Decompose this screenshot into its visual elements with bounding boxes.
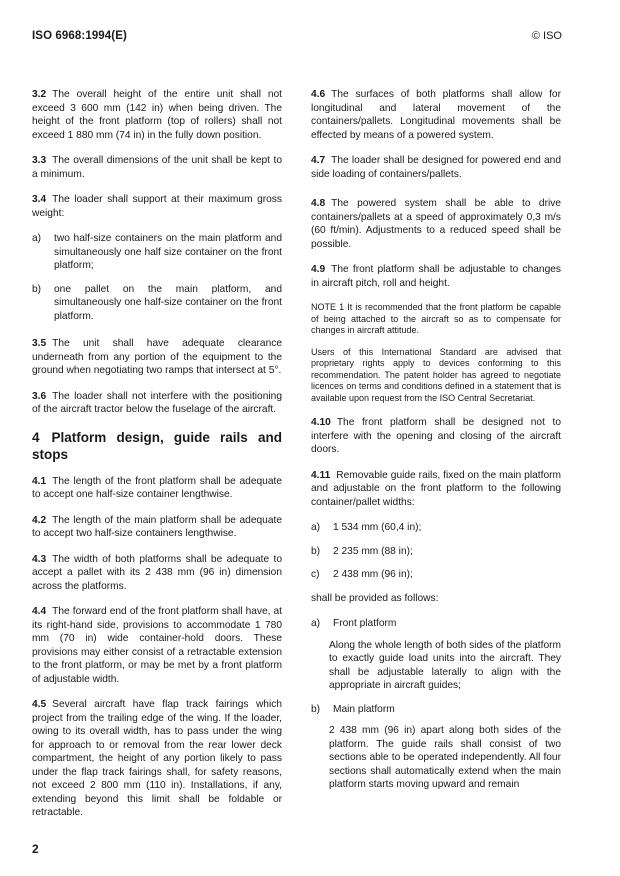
list-text: one pallet on the main platform, and simultaneously one half-size container on the front platform.: [54, 283, 282, 322]
clause-number: 4.7: [311, 155, 326, 166]
width-item: [311, 568, 561, 582]
list-text: 2 438 mm (96 in);: [333, 569, 413, 580]
clause-4-8: [311, 197, 561, 251]
section-heading-4: [32, 429, 282, 463]
clause-text: The width of both platforms shall be adequate to accept a pallet with its 2 438 mm (96 in) dimension across the platforms.: [32, 553, 282, 592]
clause-4-5: [32, 698, 282, 820]
clause-text: The surfaces of both platforms shall allow for longitudinal and lateral movement of the containers/pallets. Longitudinal movements shall be effected by means of a powered system.: [311, 89, 561, 141]
clause-4-6: [311, 88, 561, 142]
standard-id: ISO 6968:1994(E): [32, 30, 127, 42]
clause-number: 4.4: [32, 606, 47, 617]
clause-number: 4.6: [311, 89, 326, 100]
clause-4-10: [311, 416, 561, 457]
list-title: Front platform: [333, 618, 397, 629]
clause-3-2: [32, 88, 282, 142]
list-label: b): [311, 545, 321, 557]
clause-text: The front platform shall be adjustable to changes in aircraft pitch, roll and height.: [311, 264, 561, 289]
clause-3-6: [32, 390, 282, 417]
clause-number: 4.8: [311, 198, 326, 209]
list-text: 1 534 mm (60,4 in);: [333, 522, 422, 533]
clause-3-4: [32, 193, 282, 220]
clause-number: 4.9: [311, 264, 326, 275]
width-item: [311, 521, 561, 535]
note-1: NOTE 1 It is recommended that the front platform be capable of being attached to the aircraft so as to compensate for changes in aircraft attitude.: [311, 302, 561, 335]
clause-number: 3.2: [32, 89, 47, 100]
list-text: 2 235 mm (88 in);: [333, 545, 413, 557]
clause-number: 4.5: [32, 699, 47, 710]
clause-number: 4.10: [311, 417, 331, 428]
clause-4-1: [32, 475, 282, 502]
main-platform-text: 2 438 mm (96 in) apart along both sides of the platform. The guide rails shall consist of two sections able to be operated independently. All four sections shall automatically extend when the main platform starts moving upward and remain: [329, 725, 561, 790]
clause-text: The unit shall have adequate clearance underneath from any portion of the equipment to the ground when negotiating two ramps that intersect at 5°.: [32, 338, 282, 376]
clause-text: The powered system shall be able to drive containers/pallets at a speed of approximately 0,3 m/s (60 ft/min). Adjustments to a reduced speed shall be possible.: [311, 198, 561, 250]
clause-number: 4.11: [311, 469, 331, 481]
clause-4-7: [311, 154, 561, 181]
clause-4-11: [311, 469, 561, 510]
provided-line: shall be provided as follows:: [311, 592, 439, 604]
section-number: 4: [32, 429, 40, 445]
clause-3-3: [32, 154, 282, 181]
clause-text: Removable guide rails, fixed on the main platform and adjustable on the front platform to the following container/pallet widths:: [311, 469, 561, 508]
clause-text: The forward end of the front platform shall have, at its right-hand side, provisions to accommodate 1 780 mm (70 in) wide container-hold doors. These provisions may either consist of a retractable extension to the front platform, or may be met by a front platform of adjustable width.: [32, 606, 282, 685]
clause-number: 3.3: [32, 155, 47, 166]
list-label: a): [311, 618, 321, 629]
list-label: a): [311, 522, 321, 533]
clause-number: 4.1: [32, 475, 47, 487]
clause-text: Several aircraft have flap track fairings which project from the trailing edge of the wing. If the loader, owing to its overall width, has to pass under the wing for approach to or removal from the rear lower deck compartment, the height of any portion likely to pass under the flap track fairings shall, for safety reasons, not exceed 2 800 mm (110 in). Installations, if any, extending beyond this limit shall be foldable or retractable.: [32, 699, 282, 818]
copyright-mark: © ISO: [531, 30, 562, 42]
list-label: b): [311, 703, 321, 715]
clause-text: The loader shall not interfere with the positioning of the aircraft tractor below the fuselage of the aircraft.: [32, 390, 282, 415]
clause-text: The overall height of the entire unit shall not exceed 3 600 mm (142 in) when being driven. The height of the front platform (top of rollers) shall not exceed 1 880 mm (74 in) in the fully down position.: [32, 89, 282, 141]
list-label: a): [32, 233, 42, 244]
list-item: [32, 232, 282, 273]
list-title: Main platform: [333, 703, 395, 715]
clause-number: 4.3: [32, 553, 47, 565]
list-item: [32, 283, 282, 324]
clause-text: The loader shall be designed for powered end and side loading of containers/pallets.: [311, 155, 561, 180]
clause-4-3: [32, 553, 282, 594]
clause-4-4: [32, 605, 282, 686]
clause-text: The front platform shall be designed not to interfere with the opening and closing of the aircraft doors.: [311, 417, 561, 455]
clause-3-5: [32, 337, 282, 378]
list-text: two half-size containers on the main platform and simultaneously one half size container on the front platform;: [54, 233, 282, 271]
clause-number: 3.6: [32, 390, 47, 402]
right-column: [311, 88, 561, 802]
clause-text: The length of the main platform shall be adequate to accept two half-size containers lengthwise.: [32, 514, 282, 539]
page-number: 2: [32, 842, 39, 856]
clause-text: The loader shall support at their maximum gross weight:: [32, 194, 282, 219]
patent-notice: Users of this International Standard are advised that proprietary rights apply to devices conforming to this recommendation. The patent holder has agreed to negotiate licences on terms and conditions defined in a statement that is available upon request from the ISO Central Secretariat.: [311, 346, 561, 403]
clause-4-9: [311, 263, 561, 290]
clause-text: The overall dimensions of the unit shall be kept to a minimum.: [32, 155, 282, 180]
clause-text: The length of the front platform shall be adequate to accept one half-size container lengthwise.: [32, 475, 282, 500]
width-item: [311, 545, 561, 559]
clause-number: 3.4: [32, 194, 47, 205]
front-platform-item: [311, 617, 561, 631]
section-title: Platform design, guide rails and stops: [32, 429, 282, 462]
list-label: c): [311, 569, 320, 580]
main-platform-item: [311, 703, 561, 717]
list-label: b): [32, 283, 42, 295]
clause-number: 4.2: [32, 514, 47, 526]
clause-number: 3.5: [32, 338, 47, 349]
left-column: [32, 88, 282, 832]
front-platform-text: Along the whole length of both sides of the platform to exactly guide load units into the aircraft. They shall be adjustable laterally to align with the appropriate in aircraft guides;: [329, 639, 561, 691]
clause-4-2: [32, 514, 282, 541]
